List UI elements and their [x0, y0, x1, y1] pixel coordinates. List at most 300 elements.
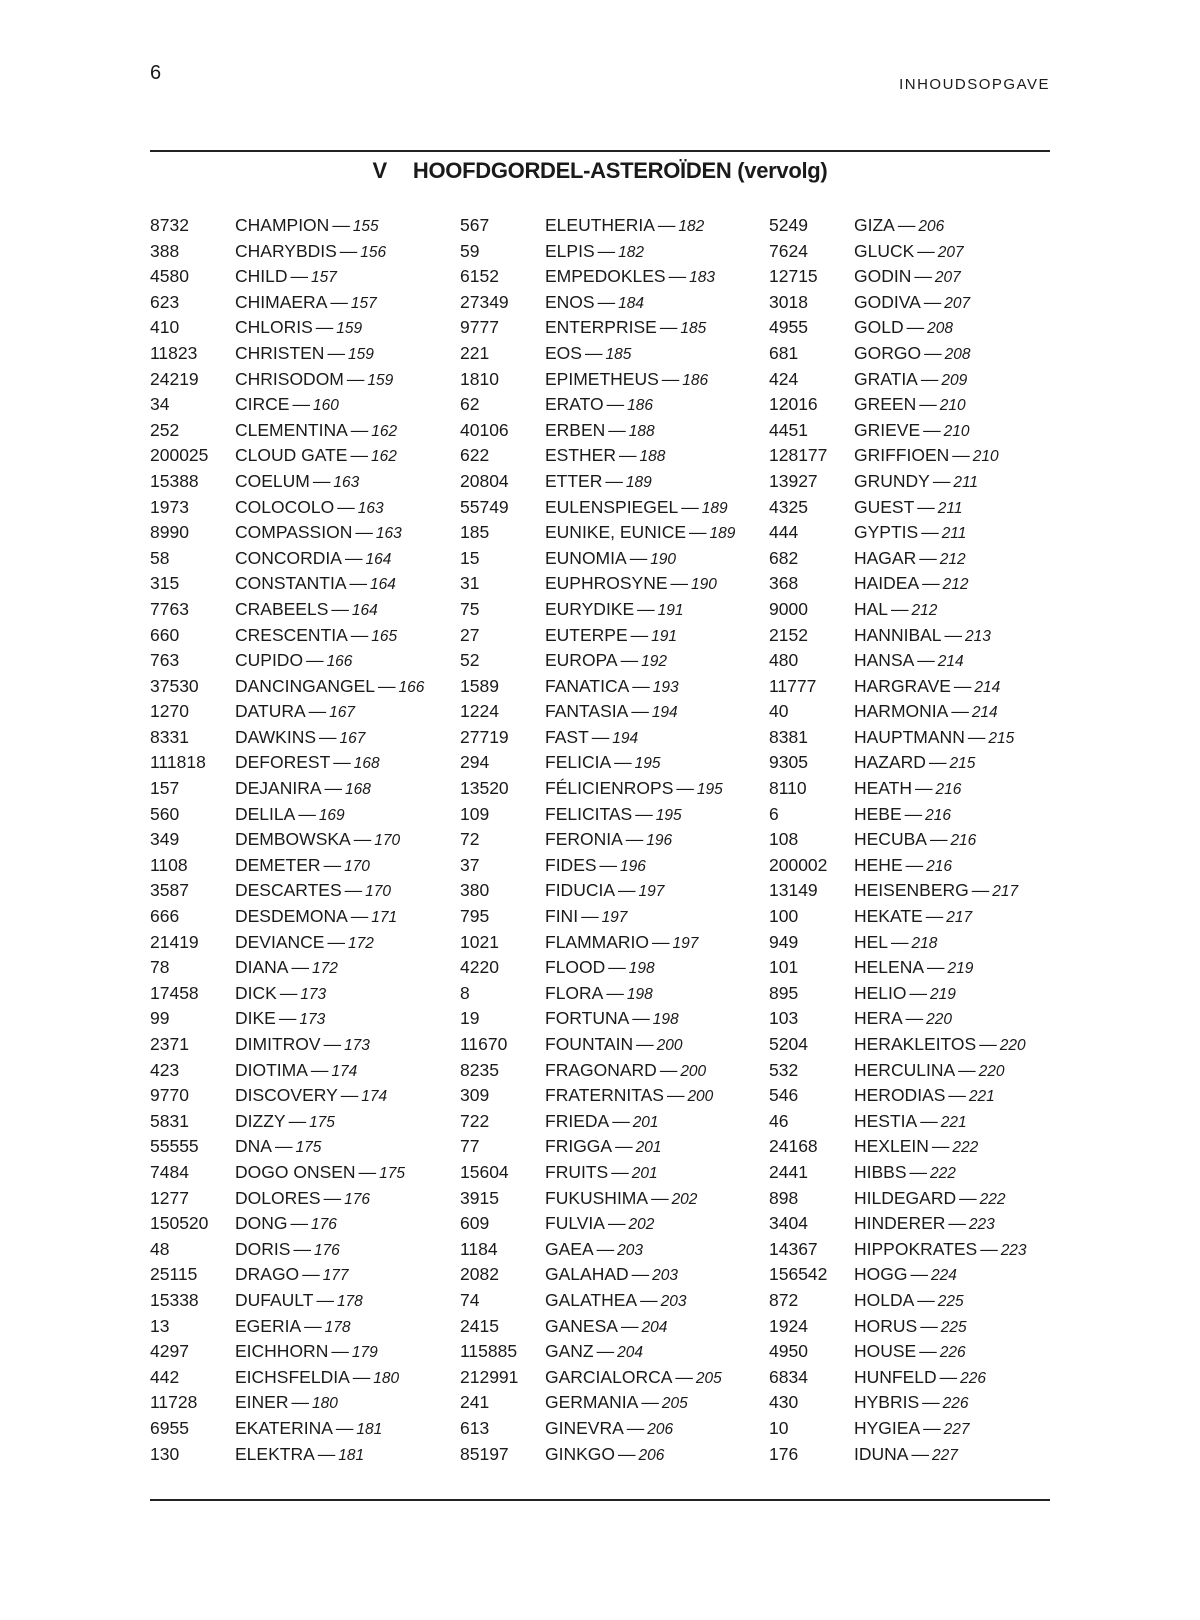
index-entry — [150, 1032, 450, 1058]
asteroid-entry-text — [235, 853, 370, 880]
em-dash-separator: — — [917, 240, 935, 261]
index-entry — [150, 750, 450, 776]
em-dash-separator: — — [919, 1341, 937, 1362]
asteroid-number: 1589 — [460, 675, 499, 696]
asteroid-number: 8 — [460, 982, 470, 1003]
asteroid-name: EURYDIKE — [545, 598, 635, 619]
asteroid-entry-text — [854, 418, 970, 445]
asteroid-entry-text — [854, 597, 937, 624]
asteroid-name: DIOTIMA — [235, 1059, 308, 1080]
asteroid-entry-text — [235, 827, 400, 854]
page-reference: 204 — [641, 1318, 668, 1336]
asteroid-name: ELEKTRA — [235, 1443, 315, 1464]
asteroid-entry-text — [854, 469, 978, 496]
asteroid-name: HEKATE — [854, 906, 923, 927]
index-entry — [460, 597, 760, 623]
asteroid-name: DICK — [235, 982, 277, 1003]
asteroid-name: CHIMAERA — [235, 291, 328, 312]
asteroid-entry-text — [545, 264, 715, 291]
asteroid-entry-text — [235, 904, 397, 931]
asteroid-name: FRIGGA — [545, 1136, 613, 1157]
asteroid-number: 666 — [150, 906, 180, 927]
page-reference: 206 — [647, 1420, 674, 1438]
asteroid-name: CHAMPION — [235, 215, 330, 235]
index-entry — [769, 1006, 1069, 1032]
asteroid-entry-text — [854, 443, 999, 470]
asteroid-name: EPIMETHEUS — [545, 368, 659, 389]
asteroid-entry-text — [545, 699, 678, 726]
asteroid-number: 109 — [460, 803, 490, 824]
asteroid-number: 872 — [769, 1289, 799, 1310]
em-dash-separator: — — [288, 1110, 307, 1131]
asteroid-number: 40106 — [460, 419, 509, 440]
asteroid-number: 410 — [150, 317, 180, 338]
em-dash-separator: — — [611, 1161, 629, 1182]
asteroid-number: 8990 — [150, 522, 189, 543]
asteroid-number: 388 — [150, 240, 180, 261]
index-entry — [769, 367, 1069, 393]
asteroid-name: COLOCOLO — [235, 496, 335, 517]
asteroid-name: ELEUTHERIA — [545, 215, 655, 235]
asteroid-number: 1810 — [460, 368, 499, 389]
page-reference: 195 — [696, 781, 723, 799]
em-dash-separator: — — [636, 1034, 654, 1054]
asteroid-number: 424 — [769, 368, 799, 389]
em-dash-separator: — — [920, 368, 939, 389]
asteroid-number: 1021 — [460, 931, 499, 952]
asteroid-entry-text — [235, 520, 402, 547]
em-dash-separator: — — [904, 803, 923, 824]
asteroid-name: CHLORIS — [235, 317, 313, 338]
asteroid-name: GOLD — [854, 317, 904, 338]
page-reference: 160 — [312, 397, 339, 415]
em-dash-separator: — — [339, 240, 358, 261]
asteroid-number: 681 — [769, 342, 799, 363]
page-reference: 225 — [940, 1318, 967, 1336]
index-entry — [769, 571, 1069, 597]
index-entry — [150, 520, 450, 546]
asteroid-number: 7484 — [150, 1161, 189, 1182]
index-entry — [769, 1314, 1069, 1340]
asteroid-entry-text — [854, 1237, 1027, 1264]
page-reference: 207 — [937, 243, 964, 261]
index-entry — [460, 367, 760, 393]
asteroid-number: 380 — [460, 880, 490, 901]
em-dash-separator: — — [675, 1366, 693, 1387]
em-dash-separator: — — [349, 573, 367, 594]
asteroid-number: 128177 — [769, 445, 828, 466]
asteroid-number: 15338 — [150, 1289, 199, 1310]
asteroid-number: 37 — [460, 854, 480, 875]
em-dash-separator: — — [917, 1289, 935, 1310]
index-entry — [460, 520, 760, 546]
index-entry — [769, 1134, 1069, 1160]
asteroid-name: HEISENBERG — [854, 880, 969, 901]
em-dash-separator: — — [911, 1443, 929, 1464]
page-reference: 194 — [651, 704, 678, 722]
asteroid-entry-text — [545, 1134, 661, 1161]
em-dash-separator: — — [929, 829, 948, 850]
asteroid-number: 85197 — [460, 1443, 509, 1464]
asteroid-name: DIKE — [235, 1008, 276, 1029]
asteroid-number: 11670 — [460, 1034, 508, 1054]
index-entry — [769, 315, 1069, 341]
asteroid-name: EUNOMIA — [545, 547, 627, 568]
em-dash-separator: — — [925, 906, 944, 927]
em-dash-separator: — — [608, 419, 626, 440]
asteroid-number: 2152 — [769, 624, 808, 645]
index-entry — [150, 1365, 450, 1391]
index-entry — [769, 597, 1069, 623]
index-entry — [460, 1058, 760, 1084]
asteroid-number: 21419 — [150, 931, 199, 952]
em-dash-separator: — — [632, 675, 650, 696]
asteroid-number: 27719 — [460, 726, 509, 747]
asteroid-entry-text — [854, 776, 961, 803]
em-dash-separator: — — [278, 1008, 297, 1029]
page-reference: 206 — [918, 218, 945, 235]
asteroid-entry-text — [545, 827, 672, 854]
page-number: 6 — [150, 62, 162, 84]
asteroid-number: 567 — [460, 215, 490, 235]
index-column-1 — [150, 213, 450, 1467]
index-entry — [460, 1262, 760, 1288]
em-dash-separator: — — [608, 957, 626, 978]
page-reference: 175 — [309, 1113, 335, 1131]
page-reference: 166 — [326, 653, 353, 671]
em-dash-separator: — — [620, 1315, 639, 1336]
asteroid-entry-text — [235, 699, 355, 726]
asteroid-entry-text — [235, 1288, 363, 1315]
index-entry — [460, 878, 760, 904]
asteroid-number: 15604 — [460, 1161, 509, 1182]
index-entry — [769, 341, 1069, 367]
index-entry — [769, 1288, 1069, 1314]
asteroid-number: 101 — [769, 957, 799, 978]
page-reference: 185 — [680, 320, 707, 338]
asteroid-entry-text — [235, 1365, 399, 1392]
asteroid-entry-text — [545, 1262, 678, 1289]
asteroid-name: HELENA — [854, 957, 925, 978]
asteroid-number: 898 — [769, 1187, 799, 1208]
asteroid-number: 12715 — [769, 266, 818, 287]
asteroid-number: 5249 — [769, 215, 808, 235]
index-entry — [460, 1006, 760, 1032]
em-dash-separator: — — [615, 1136, 633, 1157]
section-heading: HOOFDGORDEL-ASTEROÏDEN (vervolg) — [412, 158, 828, 183]
asteroid-entry-text — [545, 597, 684, 624]
asteroid-name: DEMETER — [235, 854, 321, 875]
asteroid-name: DIZZY — [235, 1110, 286, 1131]
index-entry — [460, 469, 760, 495]
asteroid-name: FIDES — [545, 854, 597, 875]
asteroid-number: 682 — [769, 547, 799, 568]
asteroid-name: HAUPTMANN — [854, 726, 965, 747]
asteroid-number: 4950 — [769, 1341, 808, 1362]
asteroid-name: COMPASSION — [235, 522, 353, 543]
em-dash-separator: — — [612, 1110, 630, 1131]
asteroid-name: ESTHER — [545, 445, 616, 466]
page-reference: 200 — [687, 1088, 714, 1106]
em-dash-separator: — — [681, 496, 699, 517]
page-reference: 163 — [375, 525, 402, 543]
asteroid-entry-text — [545, 1288, 686, 1315]
asteroid-entry-text — [545, 495, 728, 522]
asteroid-name: DOLORES — [235, 1187, 321, 1208]
asteroid-number: 2371 — [150, 1034, 189, 1054]
page-reference: 183 — [689, 269, 715, 287]
asteroid-number: 423 — [150, 1059, 180, 1080]
index-entry — [460, 290, 760, 316]
page-reference: 216 — [950, 832, 977, 850]
index-entry — [460, 955, 760, 981]
index-entry — [150, 1006, 450, 1032]
asteroid-name: FRAGONARD — [545, 1059, 657, 1080]
asteroid-name: HESTIA — [854, 1110, 918, 1131]
asteroid-number: 3404 — [769, 1213, 808, 1234]
asteroid-entry-text — [235, 1390, 338, 1417]
asteroid-name: DEJANIRA — [235, 778, 322, 799]
index-entry — [460, 392, 760, 418]
page-reference: 170 — [344, 857, 370, 875]
asteroid-entry-text — [545, 623, 677, 650]
index-entry — [150, 955, 450, 981]
em-dash-separator: — — [920, 1110, 938, 1131]
asteroid-number: 368 — [769, 573, 799, 594]
asteroid-name: CRESCENTIA — [235, 624, 348, 645]
asteroid-entry-text — [854, 341, 970, 368]
asteroid-number: 2441 — [769, 1161, 808, 1182]
asteroid-entry-text — [545, 520, 735, 547]
index-entry — [769, 955, 1069, 981]
asteroid-name: FULVIA — [545, 1213, 605, 1234]
em-dash-separator: — — [917, 496, 935, 517]
asteroid-entry-text — [545, 1083, 713, 1110]
asteroid-name: HEL — [854, 931, 889, 952]
asteroid-number: 5204 — [769, 1034, 808, 1054]
em-dash-separator: — — [670, 573, 689, 594]
page-reference: 207 — [934, 269, 961, 287]
page-reference: 180 — [373, 1369, 400, 1387]
index-entry — [769, 1339, 1069, 1365]
asteroid-entry-text — [235, 930, 374, 957]
asteroid-entry-text — [545, 367, 708, 394]
em-dash-separator: — — [631, 1264, 650, 1285]
page-reference: 222 — [952, 1139, 979, 1157]
asteroid-name: GLUCK — [854, 240, 915, 261]
asteroid-entry-text — [545, 1160, 658, 1187]
em-dash-separator: — — [931, 1136, 950, 1157]
page-reference: 225 — [937, 1292, 964, 1310]
asteroid-name: EMPEDOKLES — [545, 266, 666, 287]
index-entry — [150, 495, 450, 521]
page-reference: 211 — [953, 473, 979, 491]
asteroid-entry-text — [854, 290, 970, 317]
asteroid-entry-text — [235, 1134, 321, 1161]
asteroid-number: 444 — [769, 522, 799, 543]
page-reference: 166 — [398, 678, 425, 696]
page-reference: 220 — [978, 1062, 1005, 1080]
page-reference: 215 — [949, 755, 976, 773]
asteroid-name: HAGAR — [854, 547, 917, 568]
asteroid-name: GODIVA — [854, 291, 921, 312]
index-entry — [460, 1365, 760, 1391]
asteroid-entry-text — [235, 725, 365, 752]
index-entry — [769, 699, 1069, 725]
asteroid-number: 55749 — [460, 496, 509, 517]
asteroid-name: CHRISODOM — [235, 368, 344, 389]
em-dash-separator: — — [915, 778, 933, 799]
asteroid-entry-text — [235, 981, 326, 1008]
asteroid-number: 13149 — [769, 880, 818, 901]
asteroid-entry-text — [854, 1058, 1005, 1085]
em-dash-separator: — — [605, 470, 623, 491]
asteroid-entry-text — [854, 392, 966, 419]
asteroid-number: 8331 — [150, 726, 189, 747]
page-reference: 200 — [656, 1037, 683, 1054]
index-entry — [460, 341, 760, 367]
page-reference: 216 — [935, 781, 962, 799]
asteroid-number: 8381 — [769, 726, 808, 747]
em-dash-separator: — — [581, 906, 599, 927]
asteroid-entry-text — [235, 495, 384, 522]
asteroid-number: 622 — [460, 445, 490, 466]
asteroid-name: IDUNA — [854, 1443, 909, 1464]
asteroid-name: HAL — [854, 598, 889, 619]
asteroid-entry-text — [854, 1416, 970, 1443]
asteroid-entry-text — [545, 315, 706, 342]
index-entry — [769, 443, 1069, 469]
asteroid-entry-text — [545, 443, 665, 470]
page-reference: 176 — [344, 1190, 370, 1208]
em-dash-separator: — — [666, 1085, 685, 1106]
index-entry — [150, 904, 450, 930]
asteroid-name: GUEST — [854, 496, 915, 517]
asteroid-number: 221 — [460, 342, 490, 363]
asteroid-entry-text — [235, 802, 345, 829]
page-reference: 195 — [634, 755, 661, 773]
asteroid-number: 185 — [460, 522, 490, 543]
asteroid-entry-text — [235, 443, 397, 470]
asteroid-number: 72 — [460, 829, 480, 850]
asteroid-entry-text — [854, 213, 944, 240]
page-reference: 178 — [324, 1318, 351, 1336]
asteroid-name: DORIS — [235, 1238, 291, 1259]
index-entry — [150, 1314, 450, 1340]
asteroid-number: 111818 — [150, 752, 206, 773]
asteroid-name: DONG — [235, 1213, 288, 1234]
em-dash-separator: — — [353, 829, 372, 850]
index-entry — [460, 418, 760, 444]
em-dash-separator: — — [659, 1059, 678, 1080]
em-dash-separator: — — [641, 1392, 659, 1413]
asteroid-entry-text — [854, 1390, 969, 1417]
asteroid-number: 1224 — [460, 701, 499, 722]
page-reference: 217 — [992, 883, 1019, 901]
asteroid-number: 4220 — [460, 957, 499, 978]
asteroid-number: 9777 — [460, 317, 499, 338]
page-reference: 203 — [617, 1241, 644, 1259]
asteroid-name: HIPPOKRATES — [854, 1238, 978, 1259]
index-entry — [150, 853, 450, 879]
asteroid-name: HERAKLEITOS — [854, 1034, 977, 1054]
asteroid-name: ELPIS — [545, 240, 595, 261]
asteroid-number: 48 — [150, 1238, 170, 1259]
em-dash-separator: — — [689, 522, 707, 543]
page-reference: 164 — [351, 601, 378, 619]
asteroid-name: HUNFELD — [854, 1366, 937, 1387]
page-reference: 209 — [941, 371, 968, 389]
index-entry — [150, 571, 450, 597]
asteroid-name: DANCINGANGEL — [235, 675, 376, 696]
em-dash-separator: — — [323, 1034, 342, 1054]
page-reference: 227 — [931, 1446, 958, 1464]
asteroid-number: 200002 — [769, 854, 828, 875]
asteroid-number: 315 — [150, 573, 180, 594]
asteroid-name: DEFOREST — [235, 752, 331, 773]
page-reference: 222 — [979, 1190, 1006, 1208]
page-reference: 170 — [365, 883, 392, 901]
asteroid-entry-text — [235, 213, 379, 240]
asteroid-entry-text — [854, 623, 991, 650]
em-dash-separator: — — [909, 1161, 928, 1182]
asteroid-number: 9000 — [769, 598, 808, 619]
em-dash-separator: — — [319, 726, 337, 747]
asteroid-name: FRATERNITAS — [545, 1085, 664, 1106]
asteroid-name: EINER — [235, 1392, 289, 1413]
index-entry — [769, 520, 1069, 546]
em-dash-separator: — — [921, 522, 939, 543]
asteroid-number: 11823 — [150, 342, 198, 363]
asteroid-entry-text — [545, 802, 682, 829]
asteroid-entry-text — [235, 1262, 349, 1289]
asteroid-name: GODIN — [854, 266, 912, 287]
asteroid-number: 17458 — [150, 982, 199, 1003]
index-entry — [150, 367, 450, 393]
em-dash-separator: — — [640, 1289, 658, 1310]
page-reference: 219 — [947, 960, 974, 978]
em-dash-separator: — — [922, 1392, 940, 1413]
index-column-3 — [769, 213, 1069, 1467]
asteroid-entry-text — [545, 1442, 664, 1469]
asteroid-number: 546 — [769, 1085, 799, 1106]
index-entry — [460, 1032, 760, 1058]
asteroid-name: HOLDA — [854, 1289, 915, 1310]
page-reference: 159 — [347, 345, 374, 363]
page-reference: 156 — [360, 243, 387, 261]
index-column-2 — [460, 213, 760, 1467]
page-reference: 173 — [299, 1011, 326, 1029]
page-reference: 200 — [680, 1062, 707, 1080]
index-entry — [150, 315, 450, 341]
index-entry — [150, 1416, 450, 1442]
page-reference: 168 — [345, 781, 371, 799]
em-dash-separator: — — [652, 931, 670, 952]
asteroid-entry-text — [545, 392, 653, 419]
asteroid-entry-text — [854, 802, 951, 829]
em-dash-separator: — — [290, 1213, 308, 1234]
index-entry — [460, 1211, 760, 1237]
page-reference: 162 — [371, 422, 398, 440]
asteroid-number: 11728 — [150, 1392, 198, 1413]
page-reference: 176 — [313, 1241, 340, 1259]
asteroid-number: 78 — [150, 957, 170, 978]
index-entry — [460, 443, 760, 469]
asteroid-number: 9770 — [150, 1085, 189, 1106]
em-dash-separator: — — [927, 957, 945, 978]
asteroid-number: 14367 — [769, 1238, 818, 1259]
em-dash-separator: — — [346, 368, 365, 389]
